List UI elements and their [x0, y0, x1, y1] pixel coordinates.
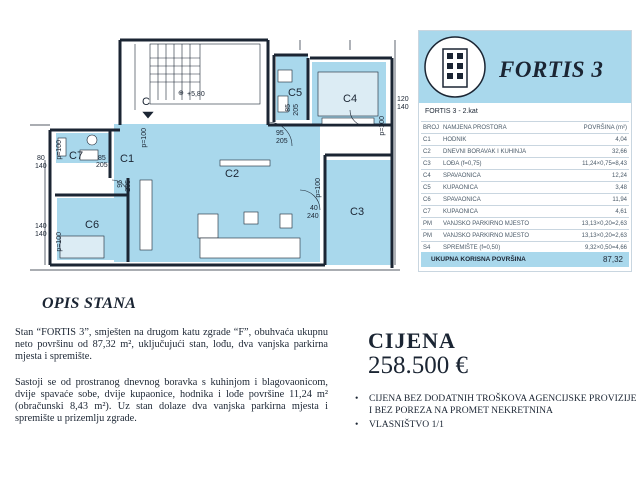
- row-id: PM: [421, 230, 441, 242]
- table-header-row: [421, 122, 629, 134]
- description-paragraph-2: Sastoji se od prostranog dnevnog boravka s kuhinjom i blagovaonicom, dvije spavaće sobe, dvije kupaonice, hodnika i lođe površine 11,24 m² (obračunski 8,43 m²). Uz stan dolaze dva vanjska parkirna mjesta i spremište u prizemlju zgrade.: [15, 377, 328, 424]
- panel-subtitle: FORTIS 3 - 2.kat: [425, 108, 478, 115]
- room-label-c4: C4: [343, 93, 358, 105]
- row-purpose: KUPAONICA: [441, 182, 562, 194]
- table-row: [421, 134, 629, 146]
- table-row: [421, 158, 629, 170]
- apartment-title: FORTIS 3: [499, 57, 604, 82]
- dim-205-c1: 205: [125, 180, 132, 192]
- dim-120: 120: [397, 96, 409, 103]
- table-row: [421, 194, 629, 206]
- row-id: C4: [421, 170, 441, 182]
- dim-140-c6-b: 140: [35, 231, 47, 238]
- dim-95-c2: 95: [276, 130, 284, 137]
- row-purpose: HODNIK: [441, 134, 562, 146]
- dim-85-c7: 85: [98, 155, 106, 162]
- dim-205-c2: 205: [276, 138, 288, 145]
- header-namjena: NAMJENA PROSTORA: [441, 122, 562, 134]
- room-label-c7: C7: [69, 150, 84, 162]
- dim-140-left: 140: [35, 163, 47, 170]
- row-area: 11,24×0,75=8,43: [562, 158, 629, 170]
- row-purpose: KUPAONICA: [441, 206, 562, 218]
- row-area: 9,32×0,50=4,66: [562, 242, 629, 254]
- building-logo-icon: [423, 35, 487, 99]
- dim-80: 80: [37, 155, 45, 162]
- level-mark: +5,80: [187, 91, 205, 98]
- row-area: 12,24: [562, 170, 629, 182]
- table-row: [421, 218, 629, 230]
- room-label-c6: C6: [85, 219, 100, 231]
- panel-header: [419, 31, 631, 103]
- row-id: C7: [421, 206, 441, 218]
- dim-p100-c6: p=100: [56, 232, 63, 252]
- row-id: C5: [421, 182, 441, 194]
- row-purpose: SPAVAONICA: [441, 170, 562, 182]
- room-label-c3: C3: [350, 206, 365, 218]
- table-row: [421, 182, 629, 194]
- description-paragraph-1: Stan “FORTIS 3”, smješten na drugom katu zgrade “F”, obuhvaća ukupnu neto površinu od 87,32 m², uključujući stan, lođu, dva vanjska parkirna mjesta i spremište.: [15, 327, 328, 362]
- room-label-c5: C5: [288, 87, 303, 99]
- price-value: 258.500 €: [368, 352, 468, 379]
- row-purpose: SPREMIŠTE (f=0,50): [441, 242, 562, 254]
- dim-205-c5: 205: [293, 104, 300, 116]
- dim-205-c7: 205: [96, 162, 108, 169]
- dim-240: 240: [307, 213, 319, 220]
- row-area: 3,48: [562, 182, 629, 194]
- dim-p100-c2: p=100: [315, 178, 322, 198]
- table-row: [421, 230, 629, 242]
- list-item: • CIJENA BEZ DODATNIH TROŠKOVA AGENCIJSKE PROVIZIJE I BEZ POREZA NA PROMET NEKRETNINA: [355, 393, 640, 417]
- price-notes: [355, 393, 640, 433]
- staircase: [135, 44, 260, 118]
- row-purpose: DNEVNI BORAVAK I KUHINJA: [441, 146, 562, 158]
- table-row: [421, 146, 629, 158]
- row-area: 13,13×0,20=2,63: [562, 218, 629, 230]
- level-mark-icon: ⊕: [178, 90, 184, 97]
- row-area: 4,04: [562, 134, 629, 146]
- area-table: [421, 121, 629, 253]
- floor-plan: [0, 0, 410, 285]
- dim-95-c1: 95: [117, 180, 124, 188]
- table-row: [421, 206, 629, 218]
- description-heading: OPIS STANA: [42, 295, 137, 312]
- dim-p100-c7: p=100: [56, 140, 63, 160]
- row-area: 11,94: [562, 194, 629, 206]
- row-id: C6: [421, 194, 441, 206]
- dim-40: 40: [310, 205, 318, 212]
- room-label-c1: C1: [120, 153, 135, 165]
- total-label: UKUPNA KORISNA POVRŠINA: [431, 256, 526, 263]
- header-broj: BROJ: [421, 122, 441, 134]
- dim-140-right: 140: [397, 104, 409, 111]
- dim-p100-c: p=100: [141, 128, 148, 148]
- row-id: C2: [421, 146, 441, 158]
- price-heading: CIJENA: [368, 328, 456, 353]
- dim-140-c6-a: 140: [35, 223, 47, 230]
- row-area: 13,13×0,20=2,63: [562, 230, 629, 242]
- room-label-c2: C2: [225, 168, 240, 180]
- header-povrsina: POVRŠINA (m²): [562, 122, 629, 134]
- table-row: [421, 170, 629, 182]
- room-label-c: C: [142, 96, 150, 108]
- row-id: C1: [421, 134, 441, 146]
- row-area: 4,61: [562, 206, 629, 218]
- row-area: 32,66: [562, 146, 629, 158]
- dim-p100-c4: p=100: [379, 116, 386, 136]
- list-item: • VLASNIŠTVO 1/1: [355, 419, 640, 431]
- dim-85-c5: 85: [285, 104, 292, 112]
- row-id: PM: [421, 218, 441, 230]
- row-purpose: LOĐA (f=0,75): [441, 158, 562, 170]
- total-value: 87,32: [602, 255, 623, 264]
- row-purpose: SPAVAONICA: [441, 194, 562, 206]
- total-row: [421, 252, 629, 267]
- row-purpose: VANJSKO PARKIRNO MJESTO: [441, 218, 562, 230]
- row-id: S4: [421, 242, 441, 254]
- row-id: C3: [421, 158, 441, 170]
- apartment-info-panel: [418, 30, 632, 272]
- row-purpose: VANJSKO PARKIRNO MJESTO: [441, 230, 562, 242]
